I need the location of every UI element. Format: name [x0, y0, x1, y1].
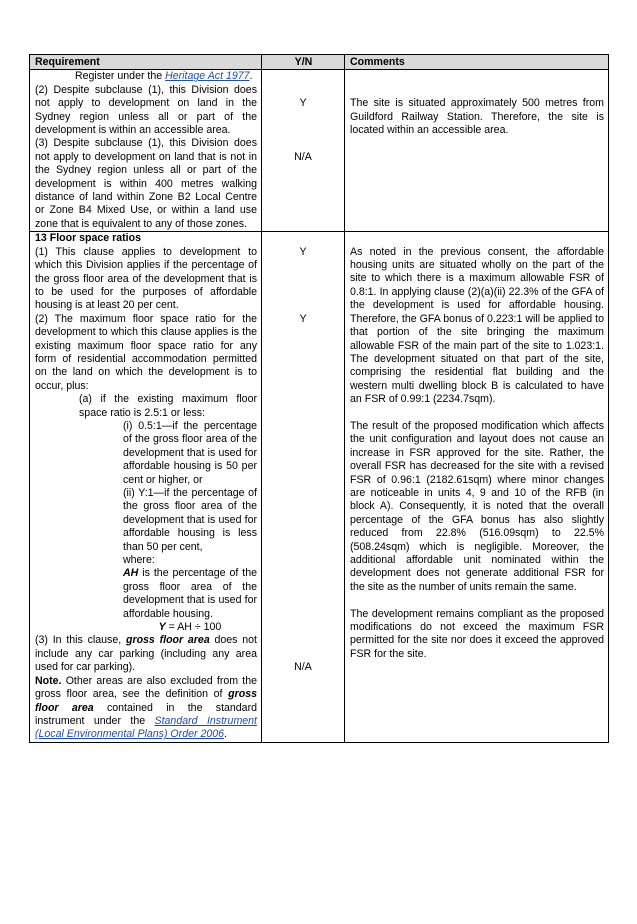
subclause-3 [35, 634, 257, 674]
note [35, 675, 257, 742]
yn-value: Y [299, 312, 307, 325]
header-comments: Comments [345, 55, 609, 70]
formula-text: = AH ÷ 100 [165, 621, 222, 634]
comment-cell [345, 232, 609, 742]
yn-cell [262, 232, 345, 742]
requirement-cell [30, 70, 262, 232]
yn-value: N/A [294, 150, 312, 163]
clause-text: (3) In this clause, [35, 634, 126, 647]
defined-term: AH [123, 567, 139, 580]
subparagraph-ii: (ii) Y:1—if the percentage of the gross floor area of the development that is used for affordable housing is less than 50 per cent, [123, 487, 257, 553]
requirement-cell [30, 232, 262, 742]
requirements-table [29, 54, 609, 743]
comment-cell [345, 70, 609, 232]
ah-definition [35, 567, 257, 621]
requirement-text: Register under the [75, 70, 166, 83]
defined-term: gross floor area [35, 688, 257, 714]
comment-paragraph: As noted in the previous consent, the affordable housing units are situated wholly on the part of the site to which there is a maximum allowable FSR of 0.8:1. In applying clause (2)(a)(ii) 22.3% of the GFA of the development is used for affordable housing. Therefore, the GFA bonus of 0.223:1 will be applied to that portion of the site bringing the maximum allowable FSR of the main part of the site to 1.023:1. The development situated on that part of the site, comprising the residential flat building and the western multi dwelling block B is calculated to have an FSR of 0.99:1 (2234.7sqm). [350, 245, 604, 406]
yn-value: Y [299, 97, 307, 110]
note-text: Other areas are also excluded from the gross floor area, see the definition of [35, 674, 257, 701]
defined-term: Y [158, 621, 166, 634]
yn-cell [262, 70, 345, 232]
note-text: . [224, 728, 227, 741]
yn-value: Y [299, 245, 307, 258]
subclause-3: (3) Despite subclause (1), this Division does not apply to development on land that is not in the Sydney region unless all or part of the development is within 400 metres walking distance of land within Zone B2 Local Centre or Zone B4 Mixed Use, or within a land use zone that is equivalent to any of those zones. [35, 137, 257, 230]
table-row [30, 70, 609, 232]
header-yn: Y/N [262, 55, 345, 70]
defined-term: gross floor area [125, 634, 210, 647]
standard-instrument-link[interactable]: Standard Instrument (Local Environmental Plans) Order 2006 [35, 714, 257, 741]
subclause-1: (1) This clause applies to development to which this Division applies if the percentage of the gross floor area of the development that is to be used for the purposes of affordable housing is at least 20 per cent. [35, 245, 257, 312]
paragraph-a: (a) if the existing maximum floor space ratio is 2.5:1 or less: [79, 393, 257, 419]
requirement-text: . [249, 70, 253, 83]
comment-text: The site is situated approximately 500 metres from Guildford Railway Station. Therefore, the site is located within an accessible area. [350, 97, 604, 137]
y-formula [35, 621, 257, 634]
where-label: where: [123, 554, 155, 567]
note-text: contained in the standard instrument under the [35, 701, 257, 727]
comment-paragraph: The development remains compliant as the proposed modifications do not exceed the maximum FSR permitted for the site nor does it exceed the approved FSR for the site. [350, 607, 604, 660]
table-header-row [30, 55, 609, 70]
clause-heading: 13 Floor space ratios [35, 232, 141, 245]
heritage-act-link[interactable]: Heritage Act 1977 [165, 70, 250, 83]
subclause-2: (2) The maximum floor space ratio for the development to which this clause applies is the existing maximum floor space ratio for any form of residential accommodation permitted on the land on which the development is to occur, plus: [35, 312, 257, 392]
table-row [30, 232, 609, 742]
requirement-line [35, 70, 257, 83]
comment-paragraph: The result of the proposed modification which affects the unit configuration and layout does not cause an increase in FSR approved for the site. Rather, the overall FSR has decreased for the site with a revised FSR of 0.96:1 (2182.61sqm) where minor changes are noticeable in units 4, 9 and 10 of the RFB (in block A). Consequently, it is noted that the overall percentage of the GFA bonus has also slightly reduced from 22.8% (516.09sqm) to 22.5% (508.24sqm) which is negligible. Moreover, the additional affordable unit nominated within the development does not generate additional FSR for the site as the number of units remain the same. [350, 419, 604, 593]
subparagraph-i: (i) 0.5:1—if the percentage of the gross floor area of the development that is used for affordable housing is 50 per cent or higher, or [123, 419, 257, 486]
subclause-2: (2) Despite subclause (1), this Division does not apply to development on land in the Sydney region unless all or part of the development is within an accessible area. [35, 83, 257, 137]
clause-text: does not include any car parking (including any area used for car parking). [35, 634, 257, 674]
yn-value: N/A [294, 661, 312, 674]
note-label: Note. [35, 674, 62, 687]
definition-text: is the percentage of the gross floor area of the development that is used for affordable housing. [123, 567, 257, 620]
header-requirement: Requirement [30, 55, 262, 70]
